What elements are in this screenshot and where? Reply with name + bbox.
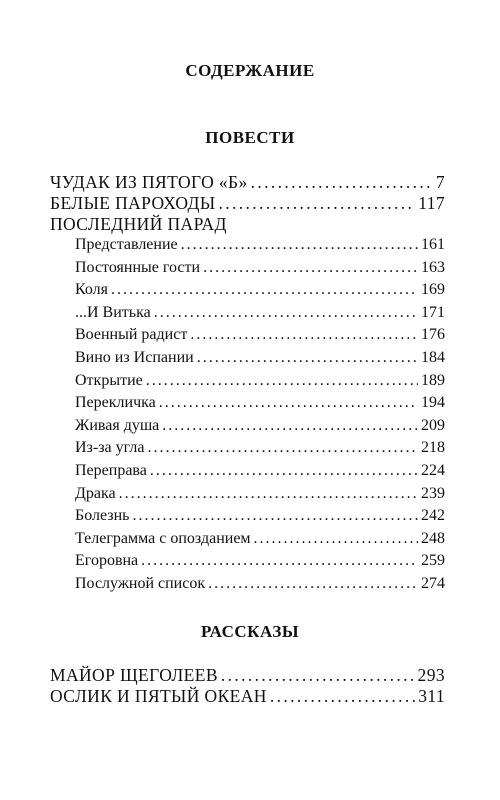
dot-leader xyxy=(219,193,416,214)
toc-entry-title: Представление xyxy=(75,236,178,253)
dot-leader xyxy=(270,686,415,707)
dot-leader xyxy=(146,372,418,390)
toc-entry-title: Драка xyxy=(75,484,116,502)
toc-sub-entry[interactable] xyxy=(75,304,445,327)
toc-entry-page: 184 xyxy=(421,348,445,366)
dot-leader xyxy=(159,394,418,412)
parade-chapters xyxy=(75,236,445,598)
dot-leader xyxy=(141,552,418,570)
toc-entry-title: БЕЛЫЕ ПАРОХОДЫ xyxy=(50,193,216,213)
toc-entry-title: Телеграмма с опозданием xyxy=(75,529,251,547)
dot-leader xyxy=(221,665,415,686)
toc-sub-entry[interactable] xyxy=(75,394,445,417)
toc-sub-entry[interactable] xyxy=(75,236,445,259)
dot-leader xyxy=(181,236,418,254)
section-heading-rasskazy: РАССКАЗЫ xyxy=(200,622,300,641)
rasskazy-entries xyxy=(50,665,445,707)
toc-entry-page: 293 xyxy=(417,665,445,685)
toc-entry-page: 194 xyxy=(421,394,445,412)
toc-entry-title: Открытие xyxy=(75,371,143,389)
toc-sub-entry[interactable] xyxy=(75,439,445,462)
toc-entry[interactable] xyxy=(50,193,445,214)
dot-leader xyxy=(162,417,418,435)
toc-sub-entry[interactable] xyxy=(75,552,445,575)
toc-sub-entry[interactable] xyxy=(75,417,445,440)
dot-leader xyxy=(208,575,418,593)
dot-leader xyxy=(119,485,418,503)
page-title: СОДЕРЖАНИЕ xyxy=(185,61,315,80)
toc-sub-entry[interactable] xyxy=(75,349,445,372)
dot-leader xyxy=(154,304,418,322)
toc-entry-title: ЧУДАК ИЗ ПЯТОГО «Б» xyxy=(50,172,248,192)
toc-sub-entry[interactable] xyxy=(75,530,445,553)
toc-entry-title: Переправа xyxy=(75,461,147,479)
dot-leader xyxy=(147,439,418,457)
toc-entry-page: 259 xyxy=(421,552,445,570)
toc-sub-entry[interactable] xyxy=(75,575,445,598)
toc-sub-entry[interactable] xyxy=(75,485,445,508)
toc-entry-title: Егоровна xyxy=(75,552,139,570)
toc-entry-title: Вино из Испании xyxy=(75,348,194,366)
dot-leader xyxy=(190,326,418,344)
part-title: ПОСЛЕДНИЙ ПАРАД xyxy=(50,214,227,234)
toc-entry-page: 189 xyxy=(421,371,445,389)
dot-leader xyxy=(150,462,418,480)
dot-leader xyxy=(197,349,418,367)
dot-leader xyxy=(132,507,418,525)
toc-entry[interactable] xyxy=(50,686,445,707)
toc-entry-page: 171 xyxy=(421,303,445,321)
toc-entry-page: 176 xyxy=(421,326,445,344)
dot-leader xyxy=(254,530,418,548)
toc-entry-title: Живая душа xyxy=(75,416,160,434)
toc-entry-title: Из-за угла xyxy=(75,439,145,457)
toc-entry-page: 239 xyxy=(421,484,445,502)
toc-entry-page: 274 xyxy=(421,574,445,592)
toc-entry-page: 242 xyxy=(421,507,445,525)
toc-entry-title: ...И Витька xyxy=(75,303,151,321)
toc-sub-entry[interactable] xyxy=(75,507,445,530)
toc-entry-page: 169 xyxy=(421,281,445,299)
section-heading-povesti: ПОВЕСТИ xyxy=(205,128,295,147)
toc-entry[interactable] xyxy=(50,665,445,686)
toc-entry-title: Болезнь xyxy=(75,507,130,525)
toc-entry-page: 311 xyxy=(418,686,445,706)
toc-sub-entry[interactable] xyxy=(75,326,445,349)
povesti-entries xyxy=(50,172,445,235)
dot-leader xyxy=(251,172,433,193)
dot-leader xyxy=(203,259,418,277)
toc-entry-page: 163 xyxy=(421,258,445,276)
toc-entry-title: Послужной список xyxy=(75,574,206,592)
toc-entry[interactable] xyxy=(50,172,445,193)
toc-entry-title: МАЙОР ЩЕГОЛЕЕВ xyxy=(50,665,218,685)
toc-entry-title: Коля xyxy=(75,281,109,299)
toc-entry-page: 209 xyxy=(421,416,445,434)
toc-entry-page: 218 xyxy=(421,439,445,457)
toc-entry-page: 7 xyxy=(435,172,445,192)
toc-entry-title: Перекличка xyxy=(75,394,156,412)
toc-entry-page: 224 xyxy=(421,461,445,479)
toc-entry-page: 248 xyxy=(421,529,445,547)
toc-entry-title: Постоянные гости xyxy=(75,258,201,276)
toc-entry-page: 117 xyxy=(418,193,445,213)
toc-sub-entry[interactable] xyxy=(75,462,445,485)
toc-sub-entry[interactable] xyxy=(75,372,445,395)
toc-entry-title: ОСЛИК И ПЯТЫЙ ОКЕАН xyxy=(50,686,267,706)
toc-entry-page: 161 xyxy=(421,236,445,253)
toc-entry-title: Военный радист xyxy=(75,326,188,344)
toc-sub-entry[interactable] xyxy=(75,281,445,304)
dot-leader xyxy=(111,281,418,299)
toc-sub-entry[interactable] xyxy=(75,259,445,282)
